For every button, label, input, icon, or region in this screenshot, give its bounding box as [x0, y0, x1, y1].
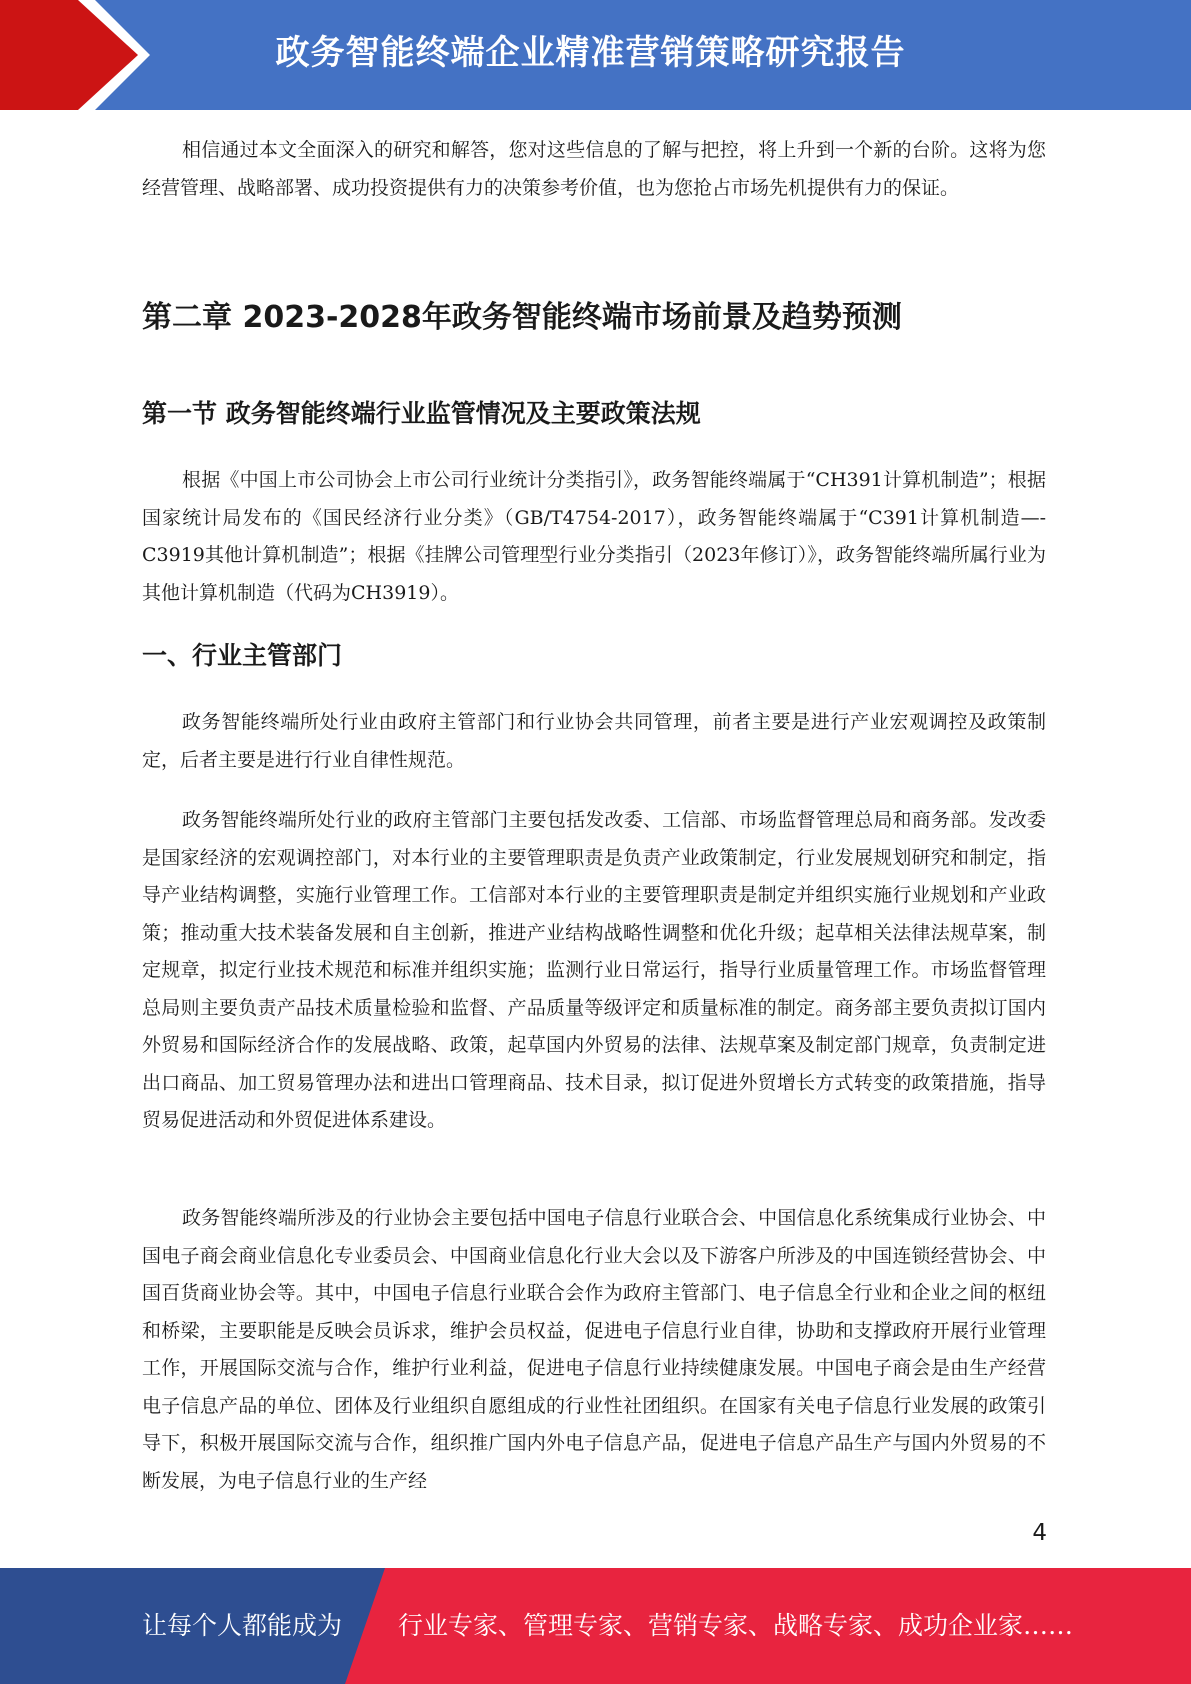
body-paragraph: 政务智能终端所处行业由政府主管部门和行业协会共同管理，前者主要是进行产业宏观调控及政策制定，后者主要是进行行业自律性规范。 [142, 711, 1046, 771]
page-header [0, 0, 1191, 110]
intro-paragraph: 相信通过本文全面深入的研究和解答，您对这些信息的了解与把控，将上升到一个新的台阶。这将为您经营管理、战略部署、成功投资提供有力的决策参考价值，也为您抢占市场先机提供有力的保证。 [142, 139, 1046, 199]
footer-slogan-right: 行业专家、管理专家、营销专家、战略专家、成功企业家…… [398, 1611, 1074, 1640]
page-footer [0, 1568, 1191, 1684]
footer-slogan-left: 让每个人都能成为 [142, 1611, 343, 1640]
page-number: 4 [1032, 1520, 1047, 1546]
header-chevron-arrow [0, 0, 140, 110]
section-paragraph: 根据《中国上市公司协会上市公司行业统计分类指引》，政务智能终端属于“CH391计算机制造”；根据国家统计局发布的《国民经济行业分类》（GB/T4754-2017），政务智能终端属于“C391计算机制造—-C3919其他计算机制造”；根据《挂牌公司管理型行业分类指引（2023年修订）》，政务智能终端所属行业为其他计算机制造（代码为CH3919）。 [142, 469, 1046, 604]
report-title: 政务智能终端企业精准营销策略研究报告 [275, 33, 906, 73]
body-paragraph: 政务智能终端所涉及的行业协会主要包括中国电子信息行业联合会、中国信息化系统集成行业协会、中国电子商会商业信息化专业委员会、中国商业信息化行业大会以及下游客户所涉及的中国连锁经营协会、中国百货商业协会等。其中，中国电子信息行业联合会作为政府主管部门、电子信息全行业和企业之间的枢纽和桥梁，主要职能是反映会员诉求，维护会员权益，促进电子信息行业自律，协助和支撑政府开展行业管理工作，开展国际交流与合作，维护行业利益，促进电子信息行业持续健康发展。中国电子商会是由生产经营电子信息产品的单位、团体及行业组织自愿组成的行业性社团组织。在国家有关电子信息行业发展的政策引导下，积极开展国际交流与合作，组织推广国内外电子信息产品，促进电子信息产品生产与国内外贸易的不断发展，为电子信息行业的生产经 [142, 1207, 1046, 1492]
chapter-title: 第二章 2023-2028年政务智能终端市场前景及趋势预测 [142, 300, 902, 335]
section-title: 第一节 政务智能终端行业监管情况及主要政策法规 [142, 399, 701, 428]
body-paragraph: 政务智能终端所处行业的政府主管部门主要包括发改委、工信部、市场监督管理总局和商务部。发改委是国家经济的宏观调控部门，对本行业的主要管理职责是负责产业政策制定，行业发展规划研究和制定，指导产业结构调整，实施行业管理工作。工信部对本行业的主要管理职责是制定并组织实施行业规划和产业政策；推动重大技术装备发展和自主创新，推进产业结构战略性调整和优化升级；起草相关法律法规草案，制定规章，拟定行业技术规范和标准并组织实施；监测行业日常运行，指导行业质量管理工作。市场监督管理总局则主要负责产品技术质量检验和监督、产品质量等级评定和质量标准的制定。商务部主要负责拟订国内外贸易和国际经济合作的发展战略、政策，起草国内外贸易的法律、法规草案及制定部门规章，负责制定进出口商品、加工贸易管理办法和进出口管理商品、技术目录，拟订促进外贸增长方式转变的政策措施，指导贸易促进活动和外贸促进体系建设。 [142, 809, 1046, 1131]
subsection-title: 一、行业主管部门 [142, 641, 343, 670]
